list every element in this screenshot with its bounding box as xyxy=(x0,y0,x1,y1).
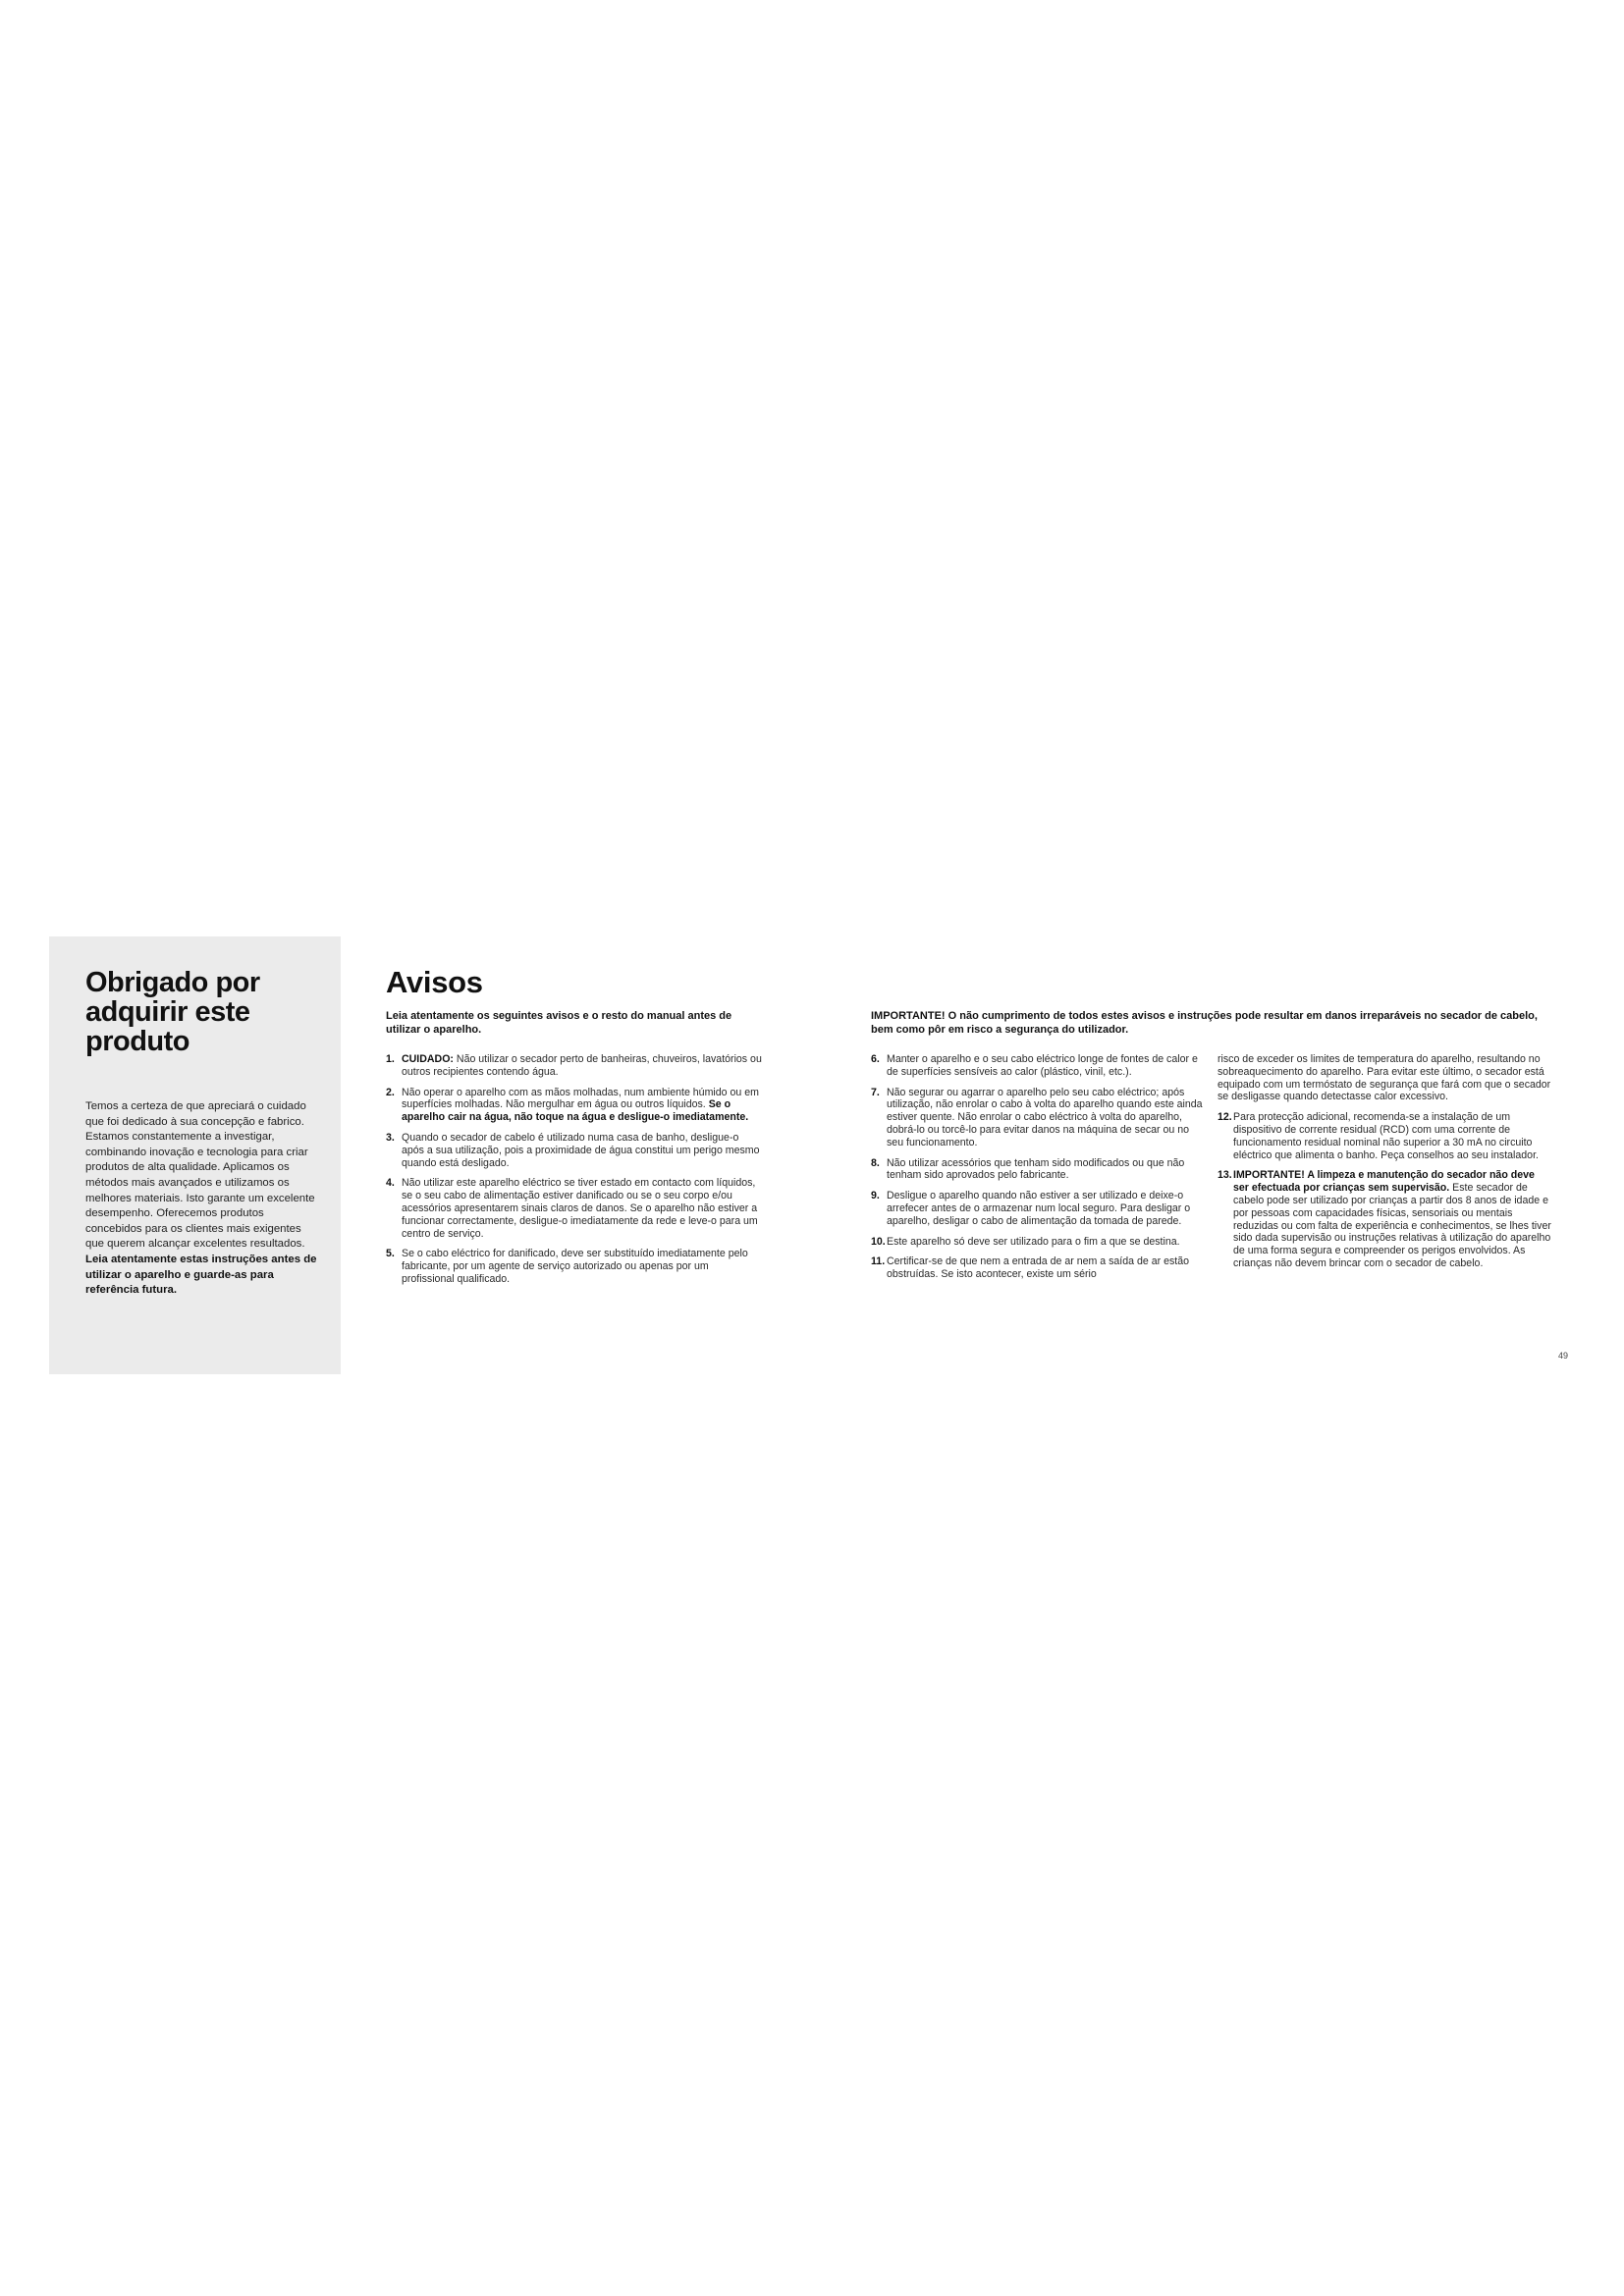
warning-item xyxy=(871,1190,1205,1227)
warning-item xyxy=(386,1248,762,1285)
important-notice: IMPORTANTE! O não cumprimento de todos estes avisos e instruções pode resultar em danos irreparáveis no secador de cabelo, bem como pôr em risco a segurança do utilizador. xyxy=(871,1010,1538,1036)
warning-number: 3. xyxy=(386,1131,395,1144)
warning-item xyxy=(386,1087,762,1124)
warning-text: Não operar o aparelho com as mãos molhadas, num ambiente húmido ou em superfícies molhadas. Não mergulhar em água ou outros líquidos. xyxy=(402,1086,759,1111)
warning-number: 13. xyxy=(1218,1169,1232,1182)
warning-number: 4. xyxy=(386,1177,395,1190)
warning-text: Manter o aparelho e o seu cabo eléctrico longe de fontes de calor e de superfícies sensíveis ao calor (plástico, vinil, etc.). xyxy=(887,1053,1198,1078)
thank-you-title: Obrigado por adquirir este produto xyxy=(85,967,260,1057)
warnings-column-2 xyxy=(871,1053,1205,1289)
warning-number: 8. xyxy=(871,1156,880,1169)
warning-emphasis: Se o aparelho cair na água, não toque na água e desligue-o imediatamente. xyxy=(402,1098,749,1124)
warning-number: 2. xyxy=(386,1086,395,1098)
warning-number: 7. xyxy=(871,1086,880,1098)
warning-item xyxy=(871,1236,1205,1249)
thank-you-text: Temos a certeza de que apreciará o cuidado que foi dedicado à sua concepção e fabrico. Estamos constantemente a investigar, combinando inovação e tecnologia para criar produtos de alta qualidade. Aplicamos os métodos mais avançados e utilizamos os melhores materiais. Isto garante um excelente desempenho. Oferecemos produtos concebidos para os clientes mais exigentes que querem alcançar excelentes resultados. xyxy=(85,1100,315,1251)
warning-number: 6. xyxy=(871,1053,880,1065)
warning-number: 5. xyxy=(386,1248,395,1260)
warning-text: Certificar-se de que nem a entrada de ar nem a saída de ar estão obstruídas. Se isto acontecer, existe um sério xyxy=(887,1255,1189,1281)
warning-number: 10. xyxy=(871,1235,886,1248)
warning-item xyxy=(386,1132,762,1169)
warnings-title: Avisos xyxy=(386,965,483,999)
warning-item xyxy=(1218,1169,1551,1269)
warning-item xyxy=(871,1255,1205,1281)
warning-text: Não segurar ou agarrar o aparelho pelo seu cabo eléctrico; após utilização, não enrolar o cabo à volta do aparelho quando este ainda estiver quente. Não enrolar o cabo eléctrico à volta do aparelho, dobrá-lo ou torcê-lo para evitar danos na máquina de secar ou no seu funcionamento. xyxy=(887,1086,1203,1148)
page-number: 49 xyxy=(1558,1351,1569,1361)
warning-text: Não utilizar o secador perto de banheiras, chuveiros, lavatórios ou outros recipientes contendo água. xyxy=(402,1053,762,1078)
warning-item xyxy=(871,1157,1205,1183)
warning-item xyxy=(386,1177,762,1240)
warning-item xyxy=(386,1053,762,1079)
warnings-column-3 xyxy=(1218,1053,1551,1278)
warning-text: Este secador de cabelo pode ser utilizado por crianças a partir dos 8 anos de idade e por pessoas com capacidades físicas, sensoriais ou mentais reduzidas ou com falta de experiência e conhecimentos, se lhes tiver sido dada supervisão ou instruções relativas à utilização do aparelho de uma forma segura e compreender os perigos envolvidos. As crianças não devem brincar com o secador de cabelo. xyxy=(1233,1182,1551,1269)
warning-text: Para protecção adicional, recomenda-se a instalação de um dispositivo de corrente residual (RCD) com uma corrente de funcionamento residual nominal não superior a 30 mA no circuito eléctrico que alimenta o banho. Peça conselhos ao seu instalador. xyxy=(1233,1111,1539,1161)
warning-text: Não utilizar este aparelho eléctrico se tiver estado em contacto com líquidos, se o seu cabo de alimentação estiver danificado ou se o seu corpo e/ou acessórios apresentarem sinais claros de danos. Se o aparelho não estiver a funcionar correctamente, desligue-o imediatamente da rede e leve-o para um centro de serviço. xyxy=(402,1177,758,1240)
warning-text: Desligue o aparelho quando não estiver a ser utilizado e deixe-o arrefecer antes de o armazenar num local seguro. Para desligar o aparelho, desligar o cabo de alimentação da tomada de parede. xyxy=(887,1190,1191,1227)
warning-item xyxy=(1218,1111,1551,1161)
warning-text: Se o cabo eléctrico for danificado, deve ser substituído imediatamente pelo fabricante, por um agente de serviço autorizado ou apenas por um profissional qualificado. xyxy=(402,1248,748,1285)
warnings-column-1 xyxy=(386,1053,762,1294)
warning-number: 12. xyxy=(1218,1111,1232,1124)
thank-you-body xyxy=(85,1099,319,1299)
warning-text: Quando o secador de cabelo é utilizado numa casa de banho, desligue-o após a sua utilização, pois a proximidade de água constitui um perigo mesmo quando está desligado. xyxy=(402,1131,760,1169)
warning-item xyxy=(871,1053,1205,1079)
caution-label: CUIDADO: xyxy=(402,1053,454,1065)
warning-number: 11. xyxy=(871,1255,886,1268)
warning-item xyxy=(871,1087,1205,1149)
warning-number: 9. xyxy=(871,1190,880,1202)
warning-text: Este aparelho só deve ser utilizado para o fim a que se destina. xyxy=(887,1235,1180,1248)
thank-you-panel xyxy=(49,936,341,1374)
warning-text: Não utilizar acessórios que tenham sido modificados ou que não tenham sido aprovados pelo fabricante. xyxy=(887,1156,1185,1182)
warning-emphasis: IMPORTANTE! A limpeza e manutenção do secador não deve ser efectuada por crianças sem supervisão. xyxy=(1233,1169,1535,1195)
warning-continuation: risco de exceder os limites de temperatura do aparelho, resultando no sobreaquecimento do aparelho. Para evitar este último, o secador está equipado com um termóstato de segurança que fará com que o secador se desligasse quando detectasse calor excessivo. xyxy=(1218,1053,1551,1103)
warnings-intro: Leia atentamente os seguintes avisos e o resto do manual antes de utilizar o aparelho. xyxy=(386,1010,732,1036)
warning-number: 1. xyxy=(386,1053,395,1065)
thank-you-bold-instruction: Leia atentamente estas instruções antes de utilizar o aparelho e guarde-as para referência futura. xyxy=(85,1253,317,1297)
